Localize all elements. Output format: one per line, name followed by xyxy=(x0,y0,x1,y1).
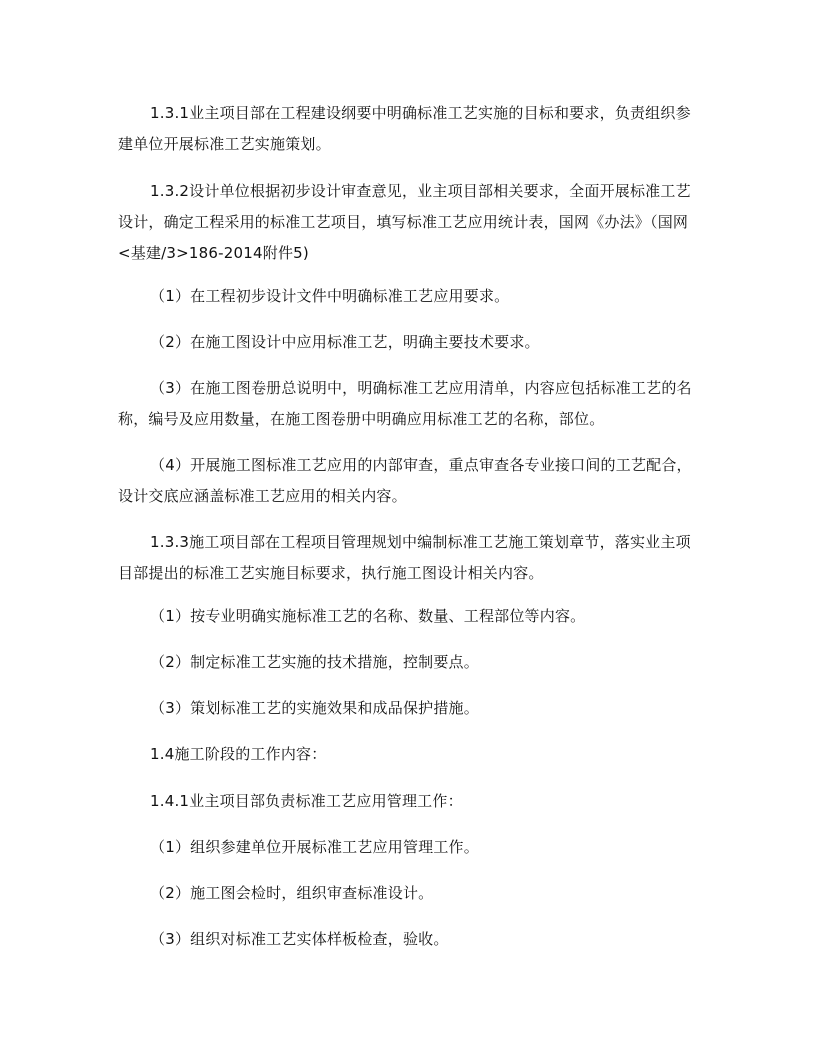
list-item: （1）在工程初步设计文件中明确标准工艺应用要求。 xyxy=(150,287,510,305)
paragraph-1-3-3: 1.3.3施工项目部在工程项目管理规划中编制标准工艺施工策划章节，落实业主项目部提出的标准工艺实施目标要求，执行施工图设计相关内容。 xyxy=(118,533,691,582)
list-item: （2）施工图会检时，组织审查标准设计。 xyxy=(150,884,434,902)
paragraph-1-4-1: 1.4.1业主项目部负责标准工艺应用管理工作： xyxy=(150,792,463,810)
list-item: （3）组织对标准工艺实体样板检查，验收。 xyxy=(150,930,449,948)
list-item: （2）在施工图设计中应用标准工艺，明确主要技术要求。 xyxy=(150,333,540,351)
list-item: （4）开展施工图标准工艺应用的内部审查，重点审查各专业接口间的工艺配合，设计交底应涵盖标准工艺应用的相关内容。 xyxy=(118,456,692,505)
section-heading-1-4: 1.4施工阶段的工作内容： xyxy=(150,745,327,763)
list-item: （2）制定标准工艺实施的技术措施，控制要点。 xyxy=(150,653,479,671)
paragraph-1-3-2: 1.3.2设计单位根据初步设计审查意见，业主项目部相关要求，全面开展标准工艺设计，确定工程采用的标准工艺项目，填写标准工艺应用统计表，国网《办法》（国网<基建/3>186-2014附件5) xyxy=(118,182,691,262)
paragraph-1-3-1: 1.3.1业主项目部在工程建设纲要中明确标准工艺实施的目标和要求，负责组织参建单位开展标准工艺实施策划。 xyxy=(118,104,691,153)
list-item: （3）在施工图卷册总说明中，明确标准工艺应用清单，内容应包括标准工艺的名称，编号及应用数量，在施工图卷册中明确应用标准工艺的名称，部位。 xyxy=(118,379,692,428)
list-item: （3）策划标准工艺的实施效果和成品保护措施。 xyxy=(150,699,479,717)
list-item: （1）按专业明确实施标准工艺的名称、数量、工程部位等内容。 xyxy=(150,607,586,625)
list-item: （1）组织参建单位开展标准工艺应用管理工作。 xyxy=(150,838,479,856)
